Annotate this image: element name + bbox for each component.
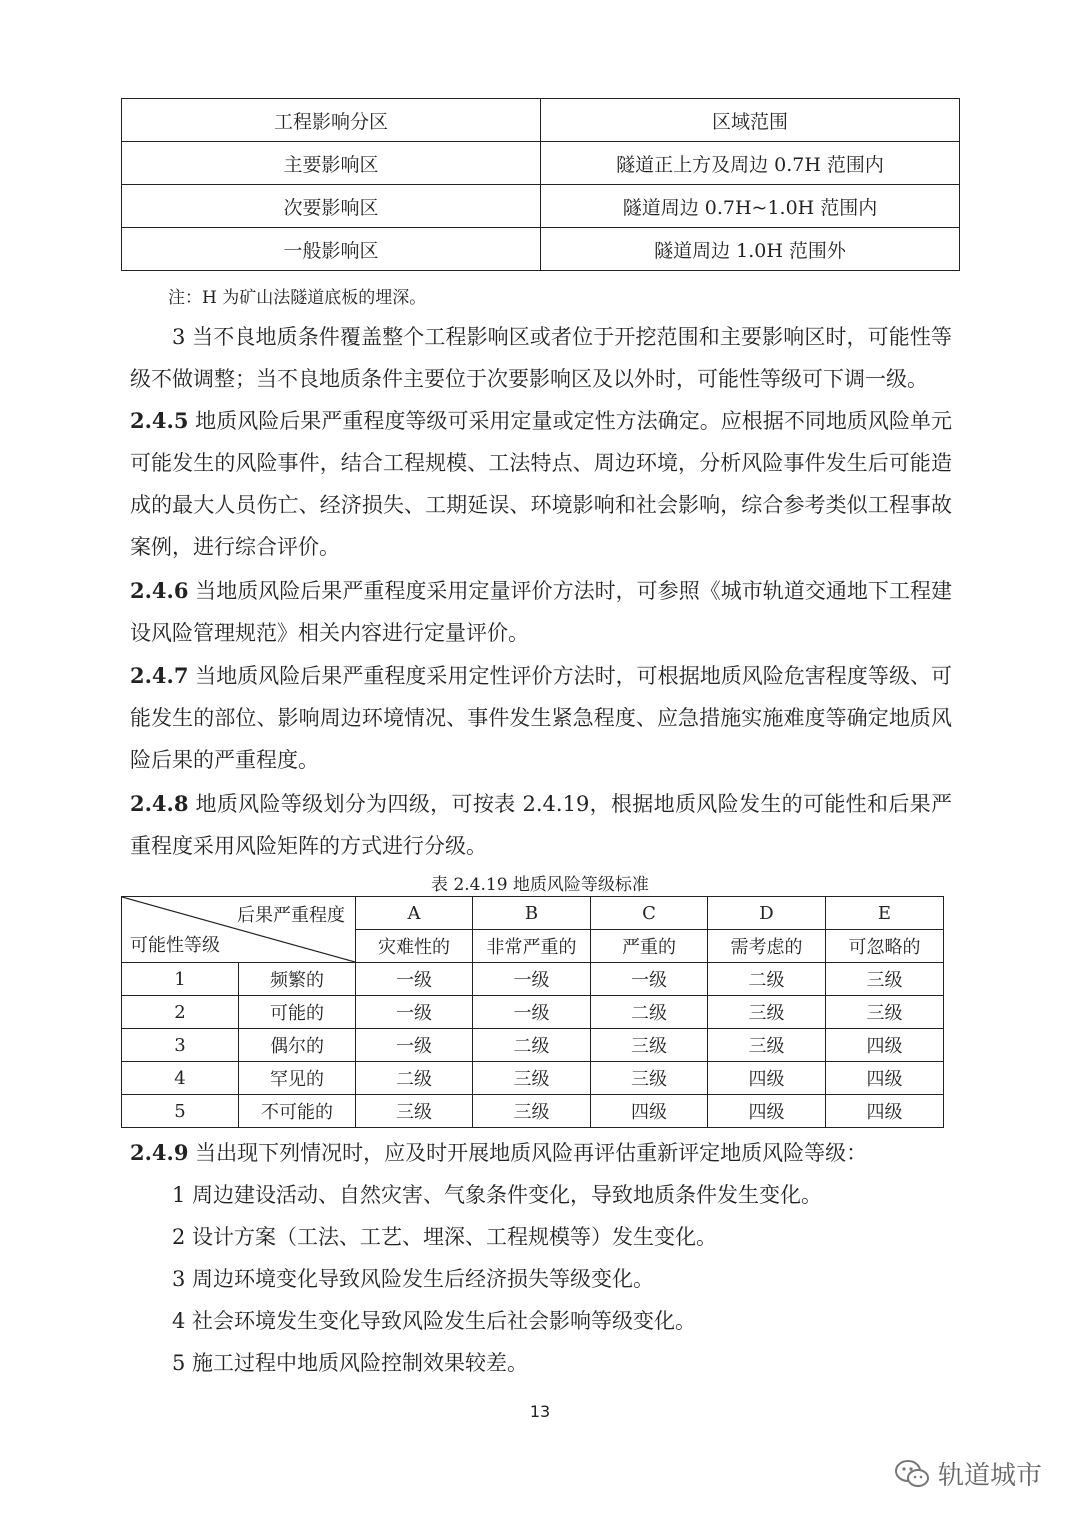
column-letter: D [708,897,826,930]
table-cell: 三级 [826,963,944,996]
table-cell: 一级 [356,996,473,1029]
table-row [122,963,944,996]
row-label: 罕见的 [239,1062,356,1095]
section-number: 2.4.5 [130,408,189,433]
table-cell: 四级 [708,1062,826,1095]
column-letter: A [356,897,473,930]
row-number: 1 [122,963,239,996]
table-cell: 四级 [826,1062,944,1095]
row-label: 频繁的 [239,963,356,996]
list-item: 2 设计方案（工法、工艺、埋深、工程规模等）发生变化。 [172,1225,718,1249]
table-header-row [122,897,944,930]
section-2-4-9 [130,1132,952,1174]
corner-top-label: 后果严重程度 [237,905,345,926]
section-2-4-8 [130,783,952,867]
table-cell: 主要影响区 [122,142,541,185]
column-name: 可忽略的 [826,930,944,963]
table-cell: 四级 [708,1095,826,1128]
list-item: 1 周边建设活动、自然灾害、气象条件变化，导致地质条件发生变化。 [172,1183,823,1207]
table-cell: 二级 [356,1062,473,1095]
page-number: 13 [529,1402,551,1421]
table-cell: 一级 [473,963,591,996]
risk-level-table [121,896,944,1128]
table-cell: 隧道周边 0.7H~1.0H 范围内 [541,185,960,228]
list-item: 5 施工过程中地质风险控制效果较差。 [172,1351,529,1375]
row-label: 可能的 [239,996,356,1029]
section-number: 2.4.7 [130,663,189,688]
table-cell: 二级 [708,963,826,996]
column-letter: E [826,897,944,930]
row-number: 3 [122,1029,239,1062]
section-2-4-5 [130,400,952,568]
table-row [122,1095,944,1128]
column-letter: C [591,897,708,930]
table-cell: 隧道周边 1.0H 范围外 [541,228,960,271]
list-item: 3 周边环境变化导致风险发生后经济损失等级变化。 [172,1267,655,1291]
table-cell: 一级 [473,996,591,1029]
table-note: 注：H 为矿山法隧道底板的埋深。 [168,288,427,308]
table-cell: 一般影响区 [122,228,541,271]
section-number: 2.4.6 [130,578,189,603]
watermark [894,1455,1042,1492]
table-row [122,185,960,228]
header-cell: 区域范围 [541,99,960,142]
paragraph-item-3: 3 当不良地质条件覆盖整个工程影响区或者位于开挖范围和主要影响区时，可能性等级不做调整；当不良地质条件主要位于次要影响区及以外时，可能性等级可下调一级。 [130,325,952,391]
table-cell: 三级 [473,1095,591,1128]
table-cell: 二级 [473,1029,591,1062]
table-caption: 表 2.4.19 地质风险等级标准 [431,875,649,895]
section-number: 2.4.9 [130,1140,189,1165]
row-label: 偶尔的 [239,1029,356,1062]
table-cell: 一级 [356,963,473,996]
table-cell: 一级 [356,1029,473,1062]
table-cell: 一级 [591,963,708,996]
table-cell: 四级 [591,1095,708,1128]
row-number: 5 [122,1095,239,1128]
table-cell: 二级 [591,996,708,1029]
section-text: 当出现下列情况时，应及时开展地质风险再评估重新评定地质风险等级： [195,1141,868,1165]
section-text: 当地质风险后果严重程度采用定量评价方法时，可参照《城市轨道交通地下工程建设风险管理规范》相关内容进行定量评价。 [130,579,952,645]
list-item: 4 社会环境发生变化导致风险发生后社会影响等级变化。 [172,1309,697,1333]
table-header-row [122,99,960,142]
table-cell: 三级 [473,1062,591,1095]
row-number: 2 [122,996,239,1029]
table-cell: 次要影响区 [122,185,541,228]
section-text: 地质风险等级划分为四级，可按表 2.4.19，根据地质风险发生的可能性和后果严重程度采用风险矩阵的方式进行分级。 [130,792,952,858]
section-2-4-7 [130,655,952,781]
section-2-4-6 [130,570,952,654]
section-text: 当地质风险后果严重程度采用定性评价方法时，可根据地质风险危害程度等级、可能发生的部位、影响周边环境情况、事件发生紧急程度、应急措施实施难度等确定地质风险后果的严重程度。 [130,664,952,772]
table-cell: 隧道正上方及周边 0.7H 范围内 [541,142,960,185]
table-cell: 三级 [826,996,944,1029]
column-letter: B [473,897,591,930]
table-row [122,996,944,1029]
column-name: 需考虑的 [708,930,826,963]
header-cell: 工程影响分区 [122,99,541,142]
table-cell: 三级 [591,1029,708,1062]
section-text: 地质风险后果严重程度等级可采用定量或定性方法确定。应根据不同地质风险单元可能发生的风险事件，结合工程规模、工法特点、周边环境，分析风险事件发生后可能造成的最大人员伤亡、经济损失、工期延误、环境影响和社会影响，综合参考类似工程事故案例，进行综合评价。 [130,409,952,559]
table-row [122,142,960,185]
wechat-icon [894,1459,930,1489]
table-row [122,1062,944,1095]
table-row [122,228,960,271]
table-cell: 三级 [356,1095,473,1128]
diagonal-header-cell [122,897,356,963]
table-cell: 三级 [708,1029,826,1062]
section-number: 2.4.8 [130,791,189,816]
table-cell: 四级 [826,1029,944,1062]
watermark-text: 轨道城市 [937,1461,1042,1491]
table-cell: 四级 [826,1095,944,1128]
table-row [122,1029,944,1062]
table-cell: 三级 [591,1062,708,1095]
column-name: 非常严重的 [473,930,591,963]
table-cell: 三级 [708,996,826,1029]
column-name: 严重的 [591,930,708,963]
row-number: 4 [122,1062,239,1095]
impact-zone-table [121,98,960,271]
row-label: 不可能的 [239,1095,356,1128]
column-name: 灾难性的 [356,930,473,963]
corner-bottom-label: 可能性等级 [130,935,220,956]
